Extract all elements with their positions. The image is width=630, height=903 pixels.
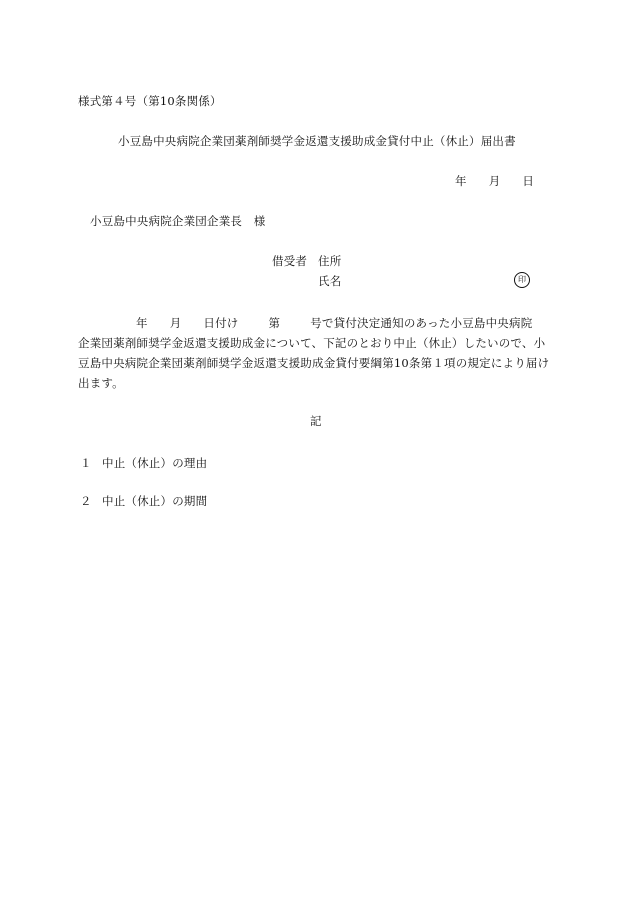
item-label: 中止（休止）の期間 — [102, 494, 208, 508]
body-line-2: 企業団薬剤師奨学金返還支援助成金について、下記のとおり中止（休止）したいので、小 — [78, 336, 546, 350]
body-number-prefix: 第 — [268, 316, 281, 330]
list-item — [80, 493, 207, 509]
date-line — [455, 173, 534, 189]
body-year: 年 — [136, 316, 148, 330]
address-label: 住所 — [318, 254, 342, 268]
borrower-label: 借受者 — [272, 254, 308, 268]
date-day: 日 — [522, 174, 535, 188]
body-line-3: 豆島中央病院企業団薬剤師奨学金返還支援助成金貸付要綱第10条第１項の規定により届け — [78, 356, 550, 370]
date-year: 年 — [455, 174, 467, 188]
notation-ki: 記 — [310, 414, 322, 428]
document-title: 小豆島中央病院企業団薬剤師奨学金返還支援助成金貸付中止（休止）届出書 — [118, 134, 516, 148]
item-number: ２ — [80, 494, 92, 508]
body-paragraph — [78, 313, 554, 393]
date-month: 月 — [488, 174, 501, 188]
body-line-1-rest: 号で貸付決定通知のあった小豆島中央病院 — [310, 316, 533, 330]
body-line-4: 出ます。 — [78, 376, 124, 390]
name-label: 氏名 — [318, 274, 342, 288]
form-number: 様式第４号（第10条関係） — [78, 94, 222, 108]
list-item — [80, 455, 207, 471]
body-dated: 日付け — [203, 316, 239, 330]
body-line-1 — [78, 313, 554, 333]
item-label: 中止（休止）の理由 — [102, 456, 208, 470]
seal-mark: 印 — [514, 272, 530, 288]
body-month: 月 — [169, 316, 182, 330]
item-number: １ — [80, 456, 92, 470]
recipient: 小豆島中央病院企業団企業長 様 — [90, 214, 266, 228]
